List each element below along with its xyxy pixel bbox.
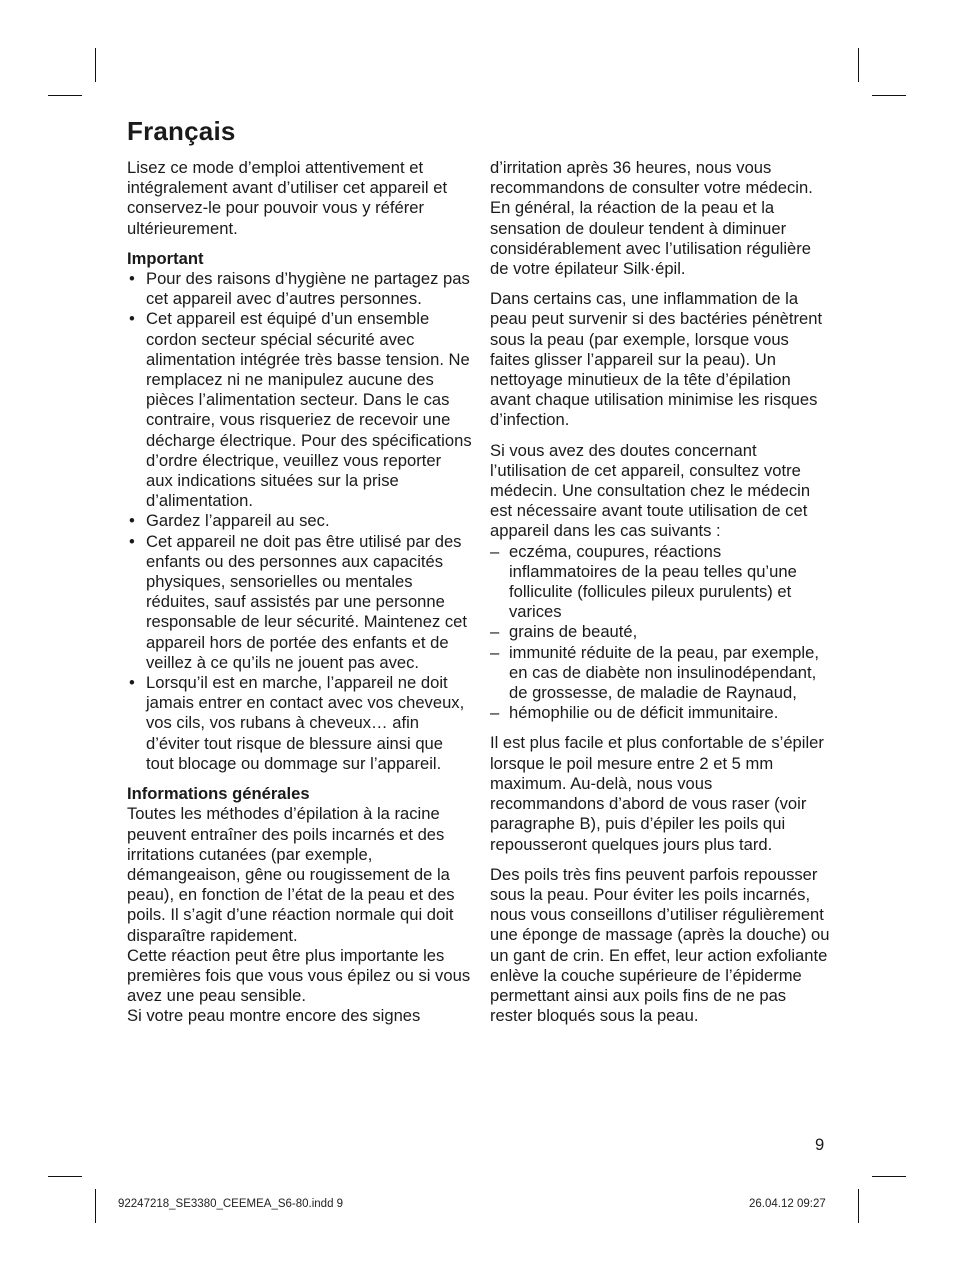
list-item: – grains de beauté, [490,622,830,642]
crop-mark [872,95,906,96]
crop-mark [872,1176,906,1177]
right-column [490,158,830,1026]
list-item: • Cet appareil ne doit pas être utilisé par des enfants ou des personnes aux capacités physiques, sensorielles ou mentales réduites, sauf assistés par une personne responsable de leur sécurité. Maintenez cet appareil hors de portée des enfants et de veillez à ce qu’ils ne jouent pas avec. [127,532,472,673]
list-item: • Pour des raisons d’hygiène ne partagez pas cet appareil avec d’autres personnes. [127,269,472,309]
body-paragraph: d’irritation après 36 heures, nous vous recommandons de consulter votre médecin. En général, la réaction de la peau et la sensation de douleur tendent à diminuer considérablement avec l’utilisation régulière de votre épilateur Silk·épil. [490,158,813,279]
general-paragraph: Toutes les méthodes d’épilation à la racine peuvent entraîner des poils incarnés et des irritations cutanées (par exemple, démangeaison, gêne ou rougissement de la peau), en fonction de l’état de la peau et des poils. Il s’agit d’une réaction normale qui doit disparaître rapidement. [127,804,455,945]
general-paragraph: Cette réaction peut être plus importante les premières fois que vous vous épilez ou si vous avez une peau sensible. [127,945,471,1006]
crop-mark [48,95,82,96]
list-item: • Cet appareil est équipé d’un ensemble cordon secteur spécial sécurité avec alimentation intégrée très basse tension. Ne remplacez ni ne manipulez aucune des pièces l’alimentation secteur. Dans le cas contraire, vous risqueriez de recevoir une décharge électrique. Pour des spécifications d’ordre électrique, veuillez vous reporter aux indications situées sur la prise d’alimentation. [127,309,472,511]
list-item: • Gardez l’appareil au sec. [127,511,472,531]
crop-mark [95,48,96,82]
important-list [127,269,472,774]
page-title: Français [127,116,236,146]
general-heading: Informations générales [127,784,310,804]
list-item: – immunité réduite de la peau, par exemple, en cas de diabète non insulinodépendant, de grossesse, de maladie de Raynaud, [490,643,830,704]
crop-mark [858,1189,859,1223]
footer-file-info: 92247218_SE3380_CEEMEA_S6-80.indd 9 [118,1198,344,1210]
list-item: • Lorsqu’il est en marche, l’appareil ne doit jamais entrer en contact avec vos cheveux, vos cils, vos rubans à cheveux… afin d’éviter tout risque de blessure ainsi que tout blocage ou dommage sur l’appareil. [127,673,472,774]
general-paragraph: Si votre peau montre encore des signes [127,1006,421,1026]
body-paragraph: Il est plus facile et plus confortable de s’épiler lorsque le poil mesure entre 2 et 5 mm maximum. Au-delà, nous vous recommandons d’abord de vous raser (voir paragraphe B), puis d’épiler les poils qui repousseront quelques jours plus tard. [490,733,824,854]
body-paragraph: Dans certains cas, une inflammation de la peau peut survenir si des bactéries pénètrent sous la peau (par exemple, lorsque vous faites glisser l’appareil sur la peau). Un nettoyage minutieux de la tête d’épilation avant chaque utilisation minimise les risques d’infection. [490,289,823,430]
crop-mark [858,48,859,82]
conditions-list [490,542,830,724]
crop-mark [95,1189,96,1223]
footer-date: 26.04.12 09:27 [749,1198,826,1210]
crop-mark [48,1176,82,1177]
list-item: – hémophilie ou de déficit immunitaire. [490,703,830,723]
intro-paragraph: Lisez ce mode d’emploi attentivement et intégralement avant d’utiliser cet appareil et conservez-le pour pouvoir vous y référer ultérieurement. [127,158,448,238]
left-column [127,158,472,1027]
body-paragraph: Des poils très fins peuvent parfois repousser sous la peau. Pour éviter les poils incarnés, nous vous conseillons d’utiliser régulièrement une éponge de massage (après la douche) ou un gant de crin. En effet, leur action exfoliante enlève la couche supérieure de l’épiderme permettant ainsi aux poils fins de ne pas rester bloqués sous la peau. [490,864,830,1026]
page-number: 9 [815,1135,825,1154]
list-item: – eczéma, coupures, réactions inflammatoires de la peau telles qu’une folliculite (follicules pileux purulents) et varices [490,542,830,623]
body-paragraph: Si vous avez des doutes concernant l’utilisation de cet appareil, consultez votre médecin. Une consultation chez le médecin est nécessaire avant toute utilisation de cet appareil dans les cas suivants : [490,440,811,541]
important-heading: Important [127,248,204,268]
